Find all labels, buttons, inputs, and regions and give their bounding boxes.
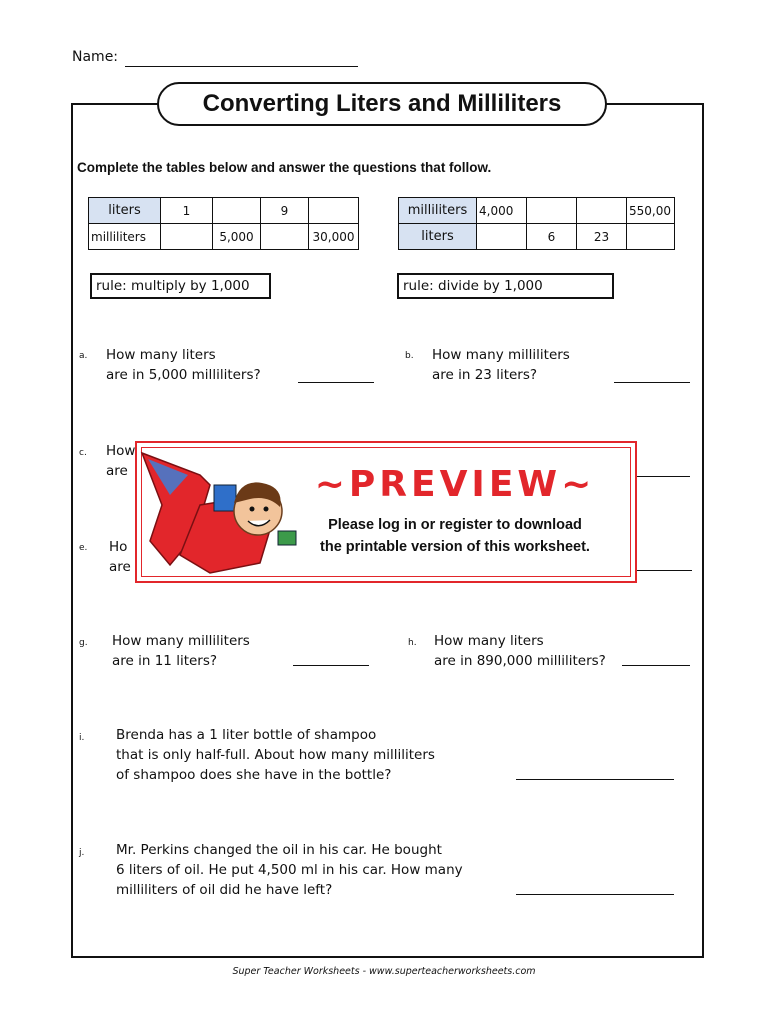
table-cell[interactable] bbox=[627, 224, 675, 250]
question-letter-i: i. bbox=[79, 733, 85, 743]
question-i-text: Brenda has a 1 liter bottle of shampoo that is only half-full. About how many milliliters of shampoo does she have in the bottle? bbox=[116, 727, 435, 783]
liters-to-milliliters-table bbox=[88, 197, 359, 250]
question-j-text: Mr. Perkins changed the oil in his car. He bought 6 liters of oil. He put 4,500 ml in his car. How many milliliters of oil did he have left? bbox=[116, 842, 463, 898]
question-h-text: How many liters are in 890,000 milliliters? bbox=[434, 633, 606, 669]
question-letter-c: c. bbox=[79, 448, 87, 458]
table-cell[interactable]: 9 bbox=[261, 198, 309, 224]
row-header: milliliters bbox=[399, 198, 477, 224]
answer-line-i[interactable] bbox=[516, 779, 674, 780]
question-e-text: Ho are bbox=[109, 539, 131, 575]
rule-multiply: rule: multiply by 1,000 bbox=[90, 273, 271, 299]
question-letter-h: h. bbox=[408, 638, 417, 648]
rule-divide: rule: divide by 1,000 bbox=[397, 273, 614, 299]
question-b-text: How many milliliters are in 23 liters? bbox=[432, 347, 570, 383]
table-cell[interactable] bbox=[309, 198, 359, 224]
milliliters-to-liters-table bbox=[398, 197, 675, 250]
answer-line-g[interactable] bbox=[293, 665, 369, 666]
table-cell[interactable]: 23 bbox=[577, 224, 627, 250]
name-label: Name: bbox=[72, 49, 119, 65]
preview-message-line1: Please log in or register to download bbox=[328, 517, 582, 533]
table-cell[interactable]: 30,000 bbox=[309, 224, 359, 250]
superhero-mascot-icon bbox=[140, 445, 300, 579]
answer-line-a[interactable] bbox=[298, 382, 374, 383]
table-cell[interactable] bbox=[161, 224, 213, 250]
question-g-text: How many milliliters are in 11 liters? bbox=[112, 633, 250, 669]
answer-line-b[interactable] bbox=[614, 382, 690, 383]
question-letter-j: j. bbox=[79, 848, 85, 858]
question-letter-e: e. bbox=[79, 543, 88, 553]
answer-line-h[interactable] bbox=[622, 665, 690, 666]
table-cell[interactable]: 1 bbox=[161, 198, 213, 224]
table-cell[interactable] bbox=[477, 224, 527, 250]
table-cell[interactable]: 6 bbox=[527, 224, 577, 250]
table-cell[interactable] bbox=[577, 198, 627, 224]
question-c-text: How are bbox=[106, 443, 136, 479]
table-row bbox=[399, 224, 675, 250]
preview-word: ~PREVIEW~ bbox=[314, 464, 596, 505]
question-letter-a: a. bbox=[79, 351, 88, 361]
row-header: liters bbox=[89, 198, 161, 224]
answer-line-j[interactable] bbox=[516, 894, 674, 895]
table-cell[interactable]: 550,00 bbox=[627, 198, 675, 224]
question-a-text: How many liters are in 5,000 milliliters? bbox=[106, 347, 261, 383]
name-field-line[interactable] bbox=[125, 66, 358, 67]
worksheet-title: Converting Liters and Milliliters bbox=[157, 82, 607, 126]
table-cell[interactable] bbox=[213, 198, 261, 224]
table-row bbox=[89, 224, 359, 250]
row-header: milliliters bbox=[89, 224, 161, 250]
question-letter-b: b. bbox=[405, 351, 414, 361]
preview-message-line2: the printable version of this worksheet. bbox=[320, 539, 590, 555]
instructions: Complete the tables below and answer the questions that follow. bbox=[77, 160, 492, 175]
row-header: liters bbox=[399, 224, 477, 250]
footer-credit: Super Teacher Worksheets - www.superteacherworksheets.com bbox=[232, 966, 536, 977]
table-cell[interactable]: 5,000 bbox=[213, 224, 261, 250]
table-cell[interactable]: 4,000 bbox=[477, 198, 527, 224]
table-cell[interactable] bbox=[527, 198, 577, 224]
table-row bbox=[89, 198, 359, 224]
question-letter-g: g. bbox=[79, 638, 88, 648]
table-cell[interactable] bbox=[261, 224, 309, 250]
table-row bbox=[399, 198, 675, 224]
